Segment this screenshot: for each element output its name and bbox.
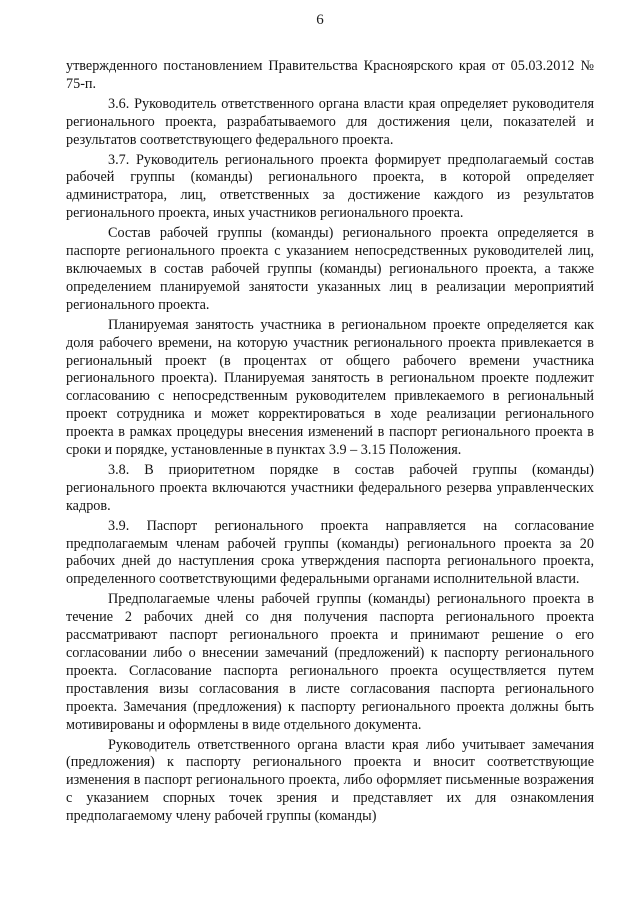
document-body [66, 58, 594, 828]
paragraph-3-7: 3.7. Руководитель регионального проекта формирует предполагаемый состав рабочей группы (команды) регионального проекта, в которой определяет администратора, лиц, ответственных за достижение каждого из результатов регионального проекта, иных участников регионального проекта. [66, 151, 594, 222]
paragraph-3-9: 3.9. Паспорт регионального проекта направляется на согласование предполагаемым членам рабочей группы (команды) регионального проекта за 20 рабочих дней до наступления срока утверждения паспорта регионального проекта, определенного соответствующими федеральными органами исполнительной власти. [66, 517, 594, 588]
page-number: 6 [316, 12, 324, 28]
paragraph-members-review: Предполагаемые члены рабочей группы (команды) регионального проекта в течение 2 рабочих дней со дня получения паспорта регионального проекта рассматривают паспорт регионального проекта и принимают решение о его согласовании либо о внесении замечаний (предложений) к паспорту регионального проекта. Согласование паспорта регионального проекта осуществляется путем проставления визы согласования в листе согласования паспорта регионального проекта. Замечания (предложения) к паспорту регионального проекта должны быть мотивированы и оформлены в виде отдельного документа. [66, 591, 594, 733]
paragraph-working-group-composition: Состав рабочей группы (команды) регионального проекта определяется в паспорте регионального проекта с указанием непосредственных руководителей лиц, включаемых в состав рабочей группы (команды) регионального проекта, а также определением планируемой занятости указанных лиц в реализации мероприятий регионального проекта. [66, 225, 594, 313]
paragraph-planned-employment: Планируемая занятость участника в региональном проекте определяется как доля рабочего времени, на которую участник регионального проекта привлекается в региональный проект (в процентах от общего рабочего времени участника регионального проекта). Планируемая занятость в региональном проекте подлежит согласованию с непосредственным руководителем привлекаемого в региональный проект сотрудника и может корректироваться в ходе реализации регионального проекта в рамках процедуры внесения изменений в паспорт регионального проекта в сроки и порядке, установленные в пунктах 3.9 – 3.15 Положения. [66, 316, 594, 459]
paragraph-head-considers: Руководитель ответственного органа власти края либо учитывает замечания (предложения) к паспорту регионального проекта и вносит соответствующие изменения в паспорт регионального проекта, либо оформляет письменные возражения с указанием спорных точек зрения и представляет их для ознакомления предполагаемому члену рабочей группы (команды) [66, 736, 594, 825]
paragraph-continuation: утвержденного постановлением Правительства Красноярского края от 05.03.2012 № 75-п. [66, 58, 594, 92]
paragraph-3-8: 3.8. В приоритетном порядке в состав рабочей группы (команды) регионального проекта включаются участники федерального резерва управленческих кадров. [66, 461, 594, 514]
paragraph-3-6: 3.6. Руководитель ответственного органа власти края определяет руководителя регионального проекта, разрабатываемого для достижения цели, показателей и результатов соответствующего федерального проекта. [66, 95, 594, 148]
